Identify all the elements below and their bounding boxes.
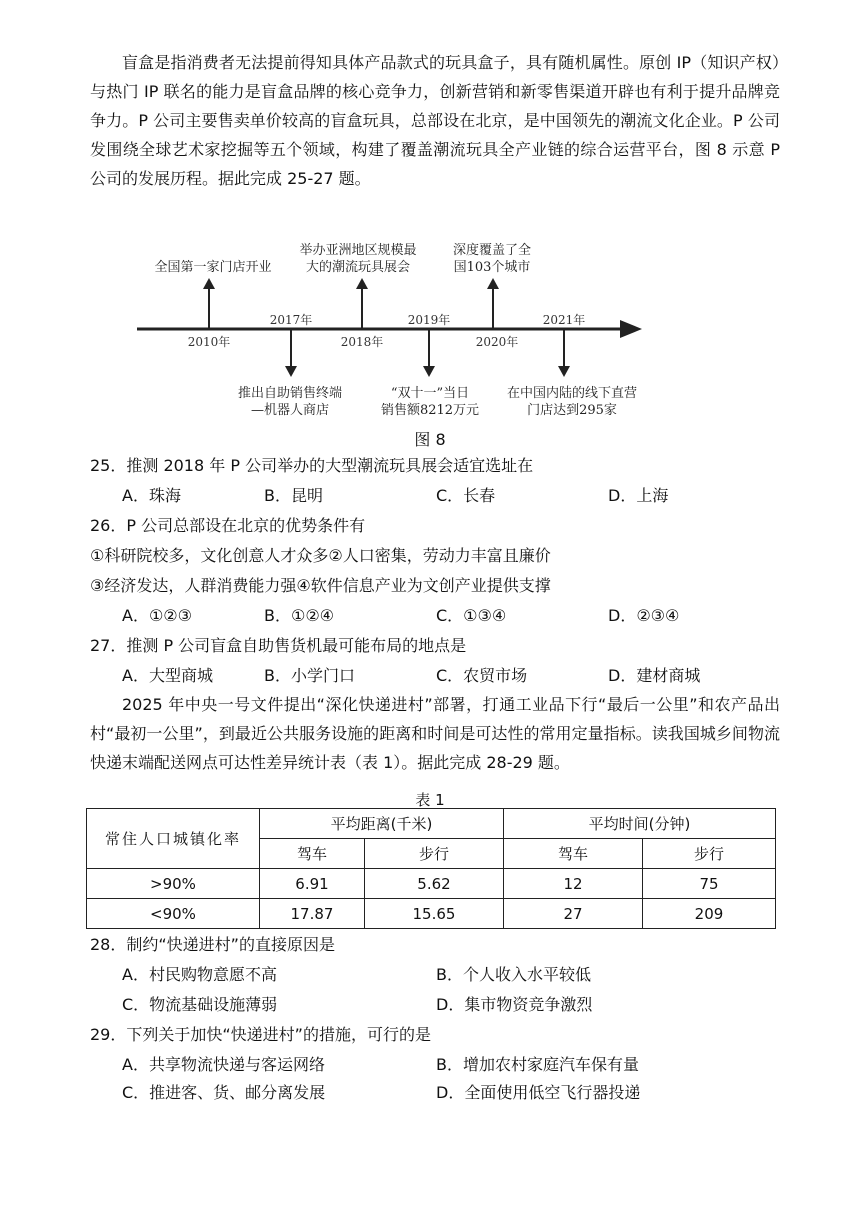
- event-arrowhead-2021: [558, 366, 570, 377]
- table-header-urbanization: 常住人口城镇化率: [87, 809, 260, 869]
- event-label-2017-line2: —机器人商店: [250, 403, 330, 418]
- q25-option-c[interactable]: C．长春: [436, 486, 496, 505]
- q26-statements-line2: ③经济发达，人群消费能力强④软件信息产业为文创产业提供支撑: [90, 576, 551, 595]
- timeline-axis-arrowhead: [620, 320, 642, 338]
- year-label-2010: 2010年: [187, 335, 231, 349]
- table-cell: 15.65: [365, 899, 504, 929]
- event-label-2010: 全国第一家门店开业: [154, 260, 272, 275]
- q27-option-c[interactable]: C．农贸市场: [436, 666, 528, 685]
- event-arrowhead-2019: [423, 366, 435, 377]
- table-cell: 75: [643, 869, 776, 899]
- year-label-2018: 2018年: [340, 335, 384, 349]
- q26-statements-line1: ①科研院校多，文化创意人才众多②人口密集，劳动力丰富且廉价: [90, 546, 551, 565]
- event-label-2020-line1: 深度覆盖了全: [452, 243, 532, 258]
- table-cell: <90%: [87, 899, 260, 929]
- table-subheader-cell: 步行: [643, 839, 776, 869]
- q25-option-b[interactable]: B．昆明: [264, 486, 323, 505]
- year-label-2017: 2017年: [269, 313, 313, 327]
- intro-paragraph-2: 2025 年中央一号文件提出“深化快递进村”部署，打通工业品下行“最后一公里”和农产品出村“最初一公里”，到最近公共服务设施的距离和时间是可达性的常用定量指标。读我国城乡间物流快递末端配送网点可达性差异统计表（表 1）。据此完成 28-29 题。: [90, 695, 780, 772]
- q28-option-b[interactable]: B．个人收入水平较低: [436, 965, 591, 984]
- q27-stem: 27．推测 P 公司盲盒自助售货机最可能布局的地点是: [90, 636, 467, 655]
- timeline-figure: [0, 240, 860, 440]
- table-caption: 表 1: [415, 791, 445, 809]
- table-cell: 27: [504, 899, 643, 929]
- q29-option-a[interactable]: A．共享物流快递与客运网络: [122, 1055, 325, 1074]
- q28-option-d[interactable]: D．集市物资竞争激烈: [436, 995, 593, 1014]
- q27-option-a[interactable]: A．大型商城: [122, 666, 213, 685]
- event-label-2021-line1: 在中国内陆的线下直营: [506, 386, 638, 401]
- q26-option-a[interactable]: A．①②③: [122, 606, 192, 625]
- q29-option-b[interactable]: B．增加农村家庭汽车保有量: [436, 1055, 639, 1074]
- table-subheader-cell: 驾车: [504, 839, 643, 869]
- event-label-2019-line1: “双十一”当日: [390, 386, 470, 401]
- year-label-2020: 2020年: [475, 335, 519, 349]
- q26-option-b[interactable]: B．①②④: [264, 606, 335, 625]
- year-label-2021: 2021年: [542, 313, 586, 327]
- table-header-time: 平均时间(分钟): [504, 809, 776, 839]
- q26-stem: 26．P 公司总部设在北京的优势条件有: [90, 516, 366, 535]
- table-cell: 5.62: [365, 869, 504, 899]
- event-label-2017-line1: 推出自助销售终端: [237, 386, 343, 401]
- event-arrowhead-2018: [356, 278, 368, 289]
- table-row: [87, 899, 776, 929]
- table-cell: >90%: [87, 869, 260, 899]
- event-label-2018-line1: 举办亚洲地区规模最: [299, 243, 417, 258]
- q27-option-d[interactable]: D．建材商城: [608, 666, 701, 685]
- table-subheader-cell: 驾车: [260, 839, 365, 869]
- intro-paragraph-1: 盲盒是指消费者无法提前得知具体产品款式的玩具盒子，具有随机属性。原创 IP（知识产权）与热门 IP 联名的能力是盲盒品牌的核心竞争力，创新营销和新零售渠道开辟也有利于提升品牌竞争力。P 公司主要售卖单价较高的盲盒玩具，总部设在北京，是中国领先的潮流文化企业。P 公司发围绕全球艺术家挖掘等五个领域，构建了覆盖潮流玩具全产业链的综合运营平台，图 8 示意 P 公司的发展历程。据此完成 25-27 题。: [90, 53, 780, 188]
- event-arrowhead-2017: [285, 366, 297, 377]
- table-cell: 209: [643, 899, 776, 929]
- accessibility-table: [86, 808, 776, 929]
- event-label-2018-line2: 大的潮流玩具展会: [305, 260, 411, 275]
- q28-option-a[interactable]: A．村民购物意愿不高: [122, 965, 277, 984]
- q26-option-c[interactable]: C．①③④: [436, 606, 507, 625]
- q25-option-d[interactable]: D．上海: [608, 486, 669, 505]
- event-arrowhead-2010: [203, 278, 215, 289]
- table-subheader-cell: 步行: [365, 839, 504, 869]
- table-row: [87, 869, 776, 899]
- figure-caption: 图 8: [414, 430, 446, 449]
- event-label-2021-line2: 门店达到295家: [527, 403, 617, 418]
- table-header-distance: 平均距离(千米): [260, 809, 504, 839]
- q29-stem: 29．下列关于加快“快递进村”的措施，可行的是: [90, 1025, 431, 1044]
- q28-stem: 28．制约“快递进村”的直接原因是: [90, 935, 335, 954]
- event-label-2019-line2: 销售额8212万元: [380, 403, 480, 418]
- table-cell: 17.87: [260, 899, 365, 929]
- event-arrowhead-2020: [487, 278, 499, 289]
- table-header-row: [87, 809, 776, 839]
- q25-stem: 25．推测 2018 年 P 公司举办的大型潮流玩具展会适宜选址在: [90, 456, 534, 475]
- event-label-2020-line2: 国103个城市: [453, 260, 531, 275]
- year-label-2019: 2019年: [407, 313, 451, 327]
- q29-option-c[interactable]: C．推进客、货、邮分离发展: [122, 1083, 326, 1102]
- q25-option-a[interactable]: A．珠海: [122, 486, 181, 505]
- q26-option-d[interactable]: D．②③④: [608, 606, 680, 625]
- table-cell: 12: [504, 869, 643, 899]
- q27-option-b[interactable]: B．小学门口: [264, 666, 355, 685]
- q28-option-c[interactable]: C．物流基础设施薄弱: [122, 995, 278, 1014]
- table-cell: 6.91: [260, 869, 365, 899]
- q29-option-d[interactable]: D．全面使用低空飞行器投递: [436, 1083, 641, 1102]
